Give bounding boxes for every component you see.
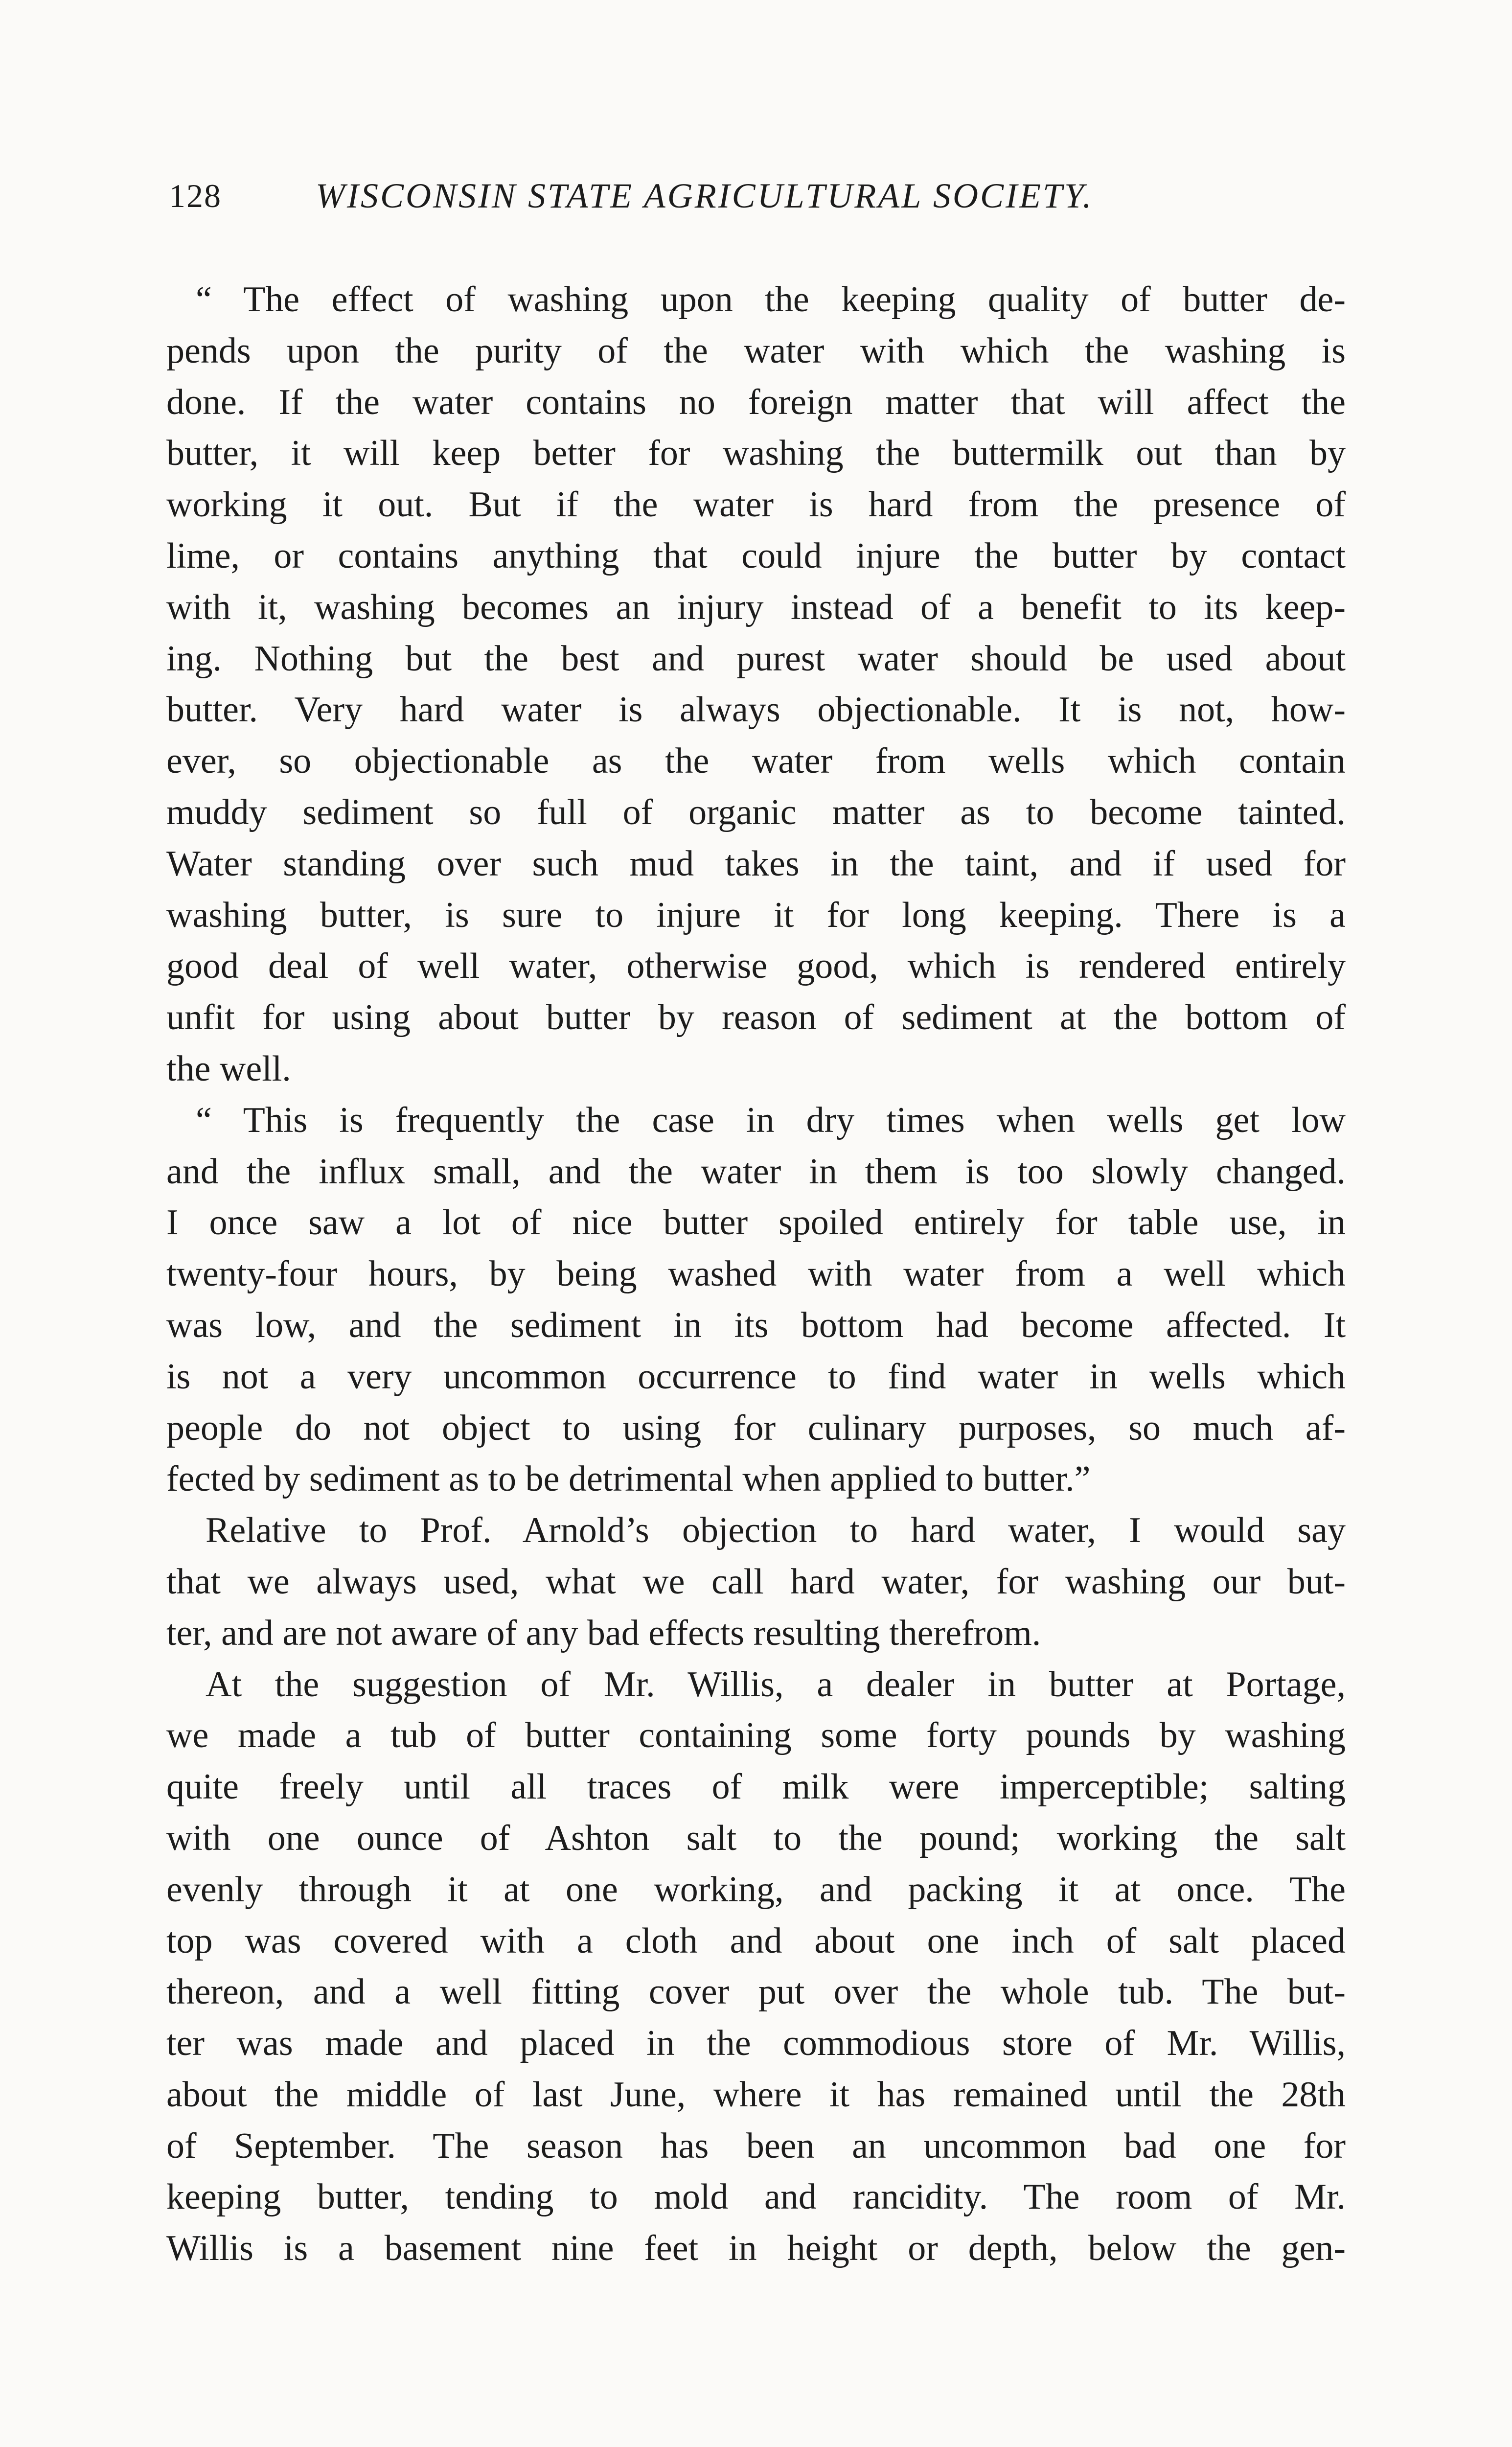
text-line: “ The effect of washing upon the keeping quality of butter de- [196, 279, 1346, 320]
text-line: Relative to Prof. Arnold’s objection to hard water, I would say [206, 1510, 1346, 1551]
text-line: keeping butter, tending to mold and rancidity. The room of Mr. [166, 2177, 1346, 2217]
text-line: quite freely until all traces of milk were imperceptible; salting [166, 1767, 1346, 1807]
text-line: ever, so objectionable as the water from wells which contain [166, 741, 1346, 782]
text-line: about the middle of last June, where it has remained until the 28th [166, 2074, 1346, 2115]
page-number: 128 [169, 177, 222, 214]
text-line: the well. [166, 1048, 291, 1089]
text-line: muddy sediment so full of organic matter as to become tainted. [166, 792, 1346, 832]
text-line: evenly through it at one working, and packing it at once. The [166, 1869, 1346, 1910]
text-line: people do not object to using for culinary purposes, so much af- [166, 1408, 1346, 1448]
page-header [169, 171, 1358, 225]
text-line: was low, and the sediment in its bottom had become affected. It [166, 1305, 1346, 1345]
running-title: WISCONSIN STATE AGRICULTURAL SOCIETY. [316, 176, 1094, 215]
text-line: lime, or contains anything that could injure the butter by contact [166, 535, 1346, 576]
text-line: with one ounce of Ashton salt to the pound; working the salt [166, 1818, 1346, 1858]
text-line: butter, it will keep better for washing the buttermilk out than by [166, 433, 1346, 474]
text-line: thereon, and a well fitting cover put over the whole tub. The but- [166, 1972, 1346, 2012]
body-text [166, 274, 1346, 2330]
text-line: twenty-four hours, by being washed with water from a well which [166, 1254, 1346, 1294]
text-line: I once saw a lot of nice butter spoiled entirely for table use, in [166, 1202, 1346, 1243]
text-line: we made a tub of butter containing some forty pounds by washing [166, 1715, 1346, 1756]
text-line: Willis is a basement nine feet in height or depth, below the gen- [166, 2228, 1346, 2269]
text-line: and the influx small, and the water in them is too slowly changed. [166, 1151, 1346, 1192]
text-line: is not a very uncommon occurrence to find water in wells which [166, 1356, 1346, 1397]
text-line: butter. Very hard water is always objectionable. It is not, how- [166, 690, 1346, 730]
text-line: washing butter, is sure to injure it for long keeping. There is a [166, 895, 1346, 935]
text-line: unfit for using about butter by reason of sediment at the bottom of [166, 997, 1346, 1038]
text-line: good deal of well water, otherwise good, which is rendered entirely [166, 946, 1346, 987]
text-line: of September. The season has been an uncommon bad one for [166, 2125, 1346, 2166]
text-line: fected by sediment as to be detrimental when applied to butter.” [166, 1459, 1091, 1500]
text-line: that we always used, what we call hard water, for washing our but- [166, 1561, 1346, 1602]
text-line: done. If the water contains no foreign matter that will affect the [166, 382, 1346, 422]
text-line: working it out. But if the water is hard from the presence of [166, 485, 1346, 525]
text-line: At the suggestion of Mr. Willis, a dealer in butter at Portage, [206, 1664, 1346, 1705]
text-line: ing. Nothing but the best and purest water should be used about [166, 638, 1346, 679]
text-line: Water standing over such mud takes in the taint, and if used for [166, 843, 1346, 884]
text-line: with it, washing becomes an injury instead of a benefit to its keep- [166, 587, 1346, 627]
text-line: pends upon the purity of the water with which the washing is [166, 330, 1346, 371]
text-line: top was covered with a cloth and about one inch of salt placed [166, 1920, 1346, 1961]
text-line: ter, and are not aware of any bad effects resulting therefrom. [166, 1613, 1041, 1653]
text-line: ter was made and placed in the commodious store of Mr. Willis, [166, 2023, 1346, 2064]
text-line: “ This is frequently the case in dry times when wells get low [196, 1100, 1346, 1140]
